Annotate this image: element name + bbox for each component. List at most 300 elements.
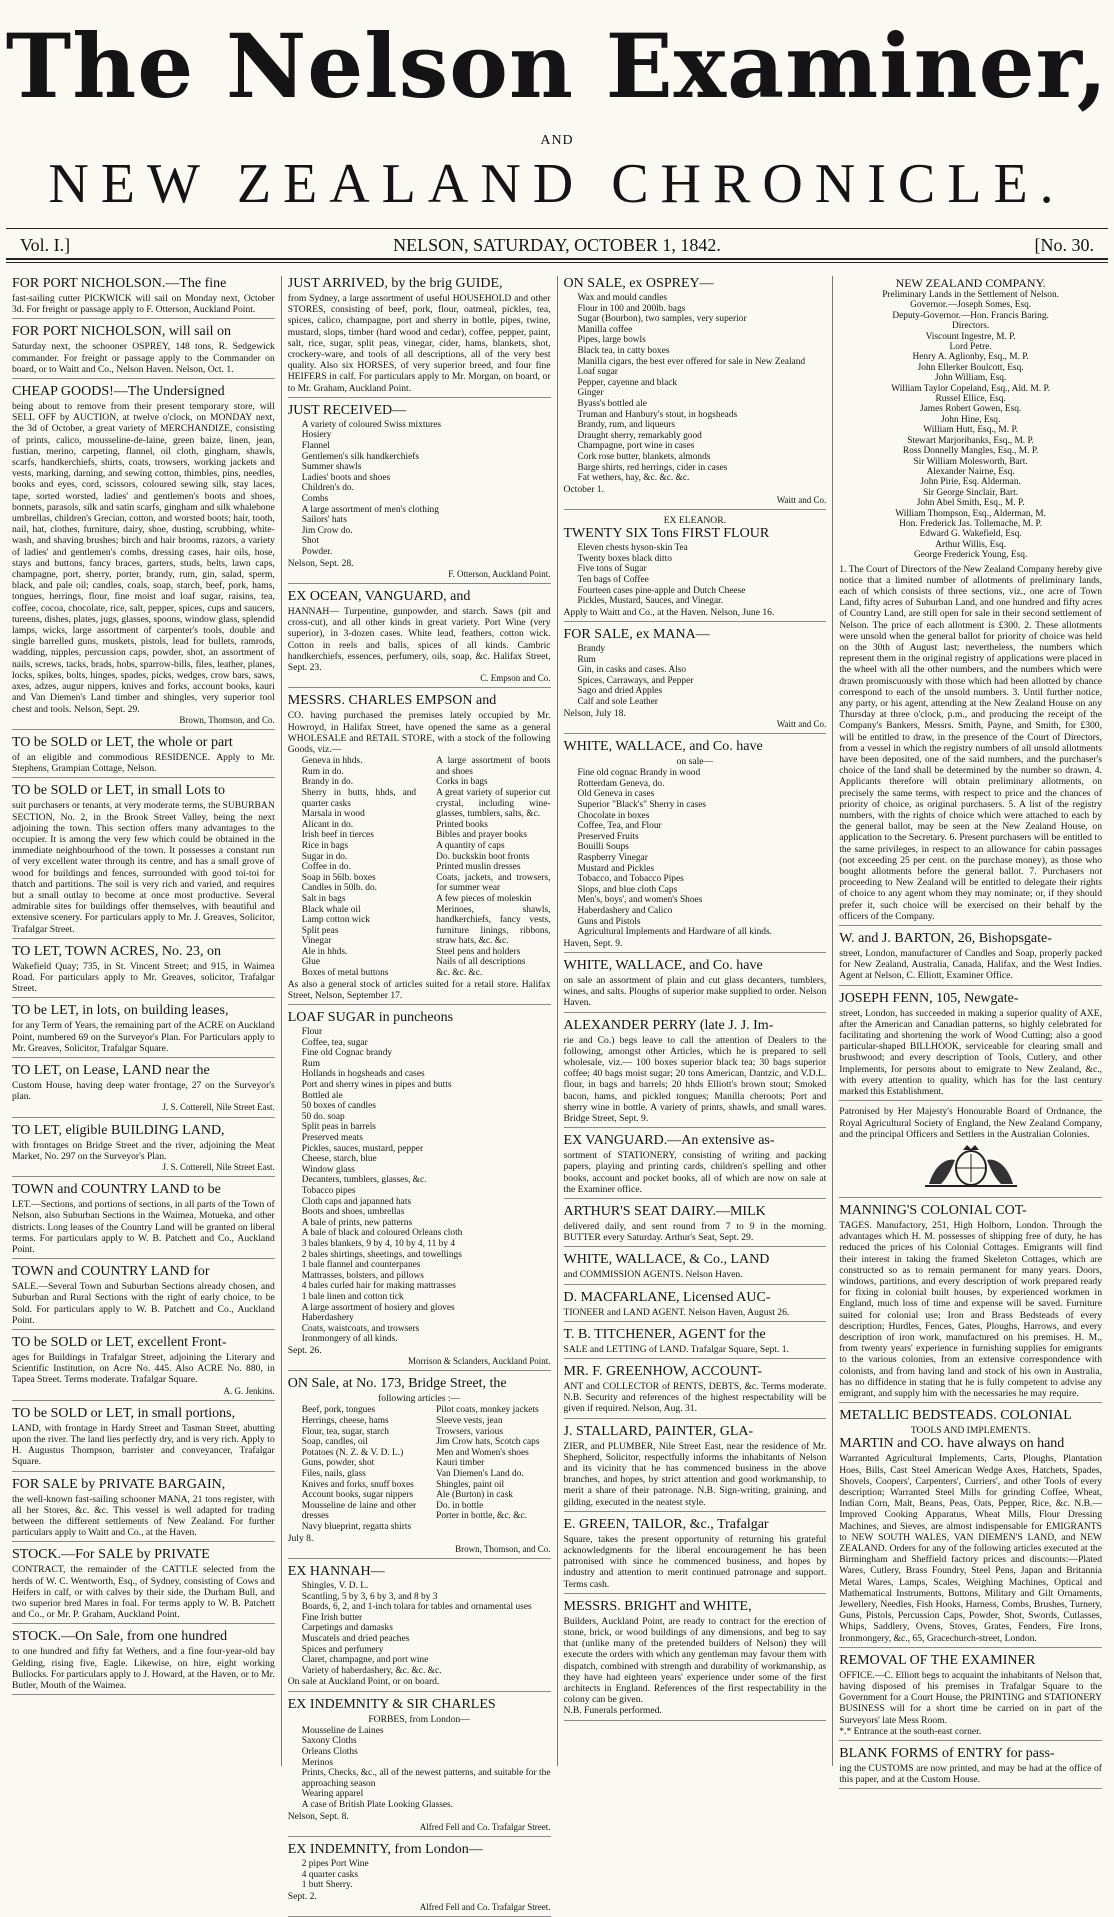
advertisement [12,1335,275,1401]
list-item: Do. buckskin boot fronts [436,851,530,862]
list-item: Port and sherry wines in pipes and butts [301,1080,452,1091]
ad-subheading: FORBES, from London— [368,1713,470,1725]
item-list [302,1726,551,1811]
advertisement-bedsteads [839,1408,1102,1648]
ad-heading: STOCK.—For SALE by PRIVATE [12,1547,210,1563]
ad-heading: REMOVAL OF THE EXAMINER [839,1652,1036,1668]
list-item: Coffee in do. [301,862,351,873]
list-item: A quantity of caps [436,840,505,851]
director-name: William Taylor Copeland, Esq., Ald. M. P. [891,383,1050,394]
list-item: Saxony Cloths [301,1736,357,1747]
list-item: Flour [301,1027,323,1038]
list-item: Kauri timber [436,1458,485,1469]
list-item: Superior "Black's" Sherry in cases [577,800,707,811]
list-item: Printed books [436,819,488,830]
ad-body: ages for Buildings in Trafalgar Street, adjoining the Literary and Scientific Institution, on Acre No. 445. Also ACRE No. 880, in Tapea Street. Terms moderate. Trafalgar Square. [12,1352,275,1386]
list-item: Children's do. [301,483,354,494]
list-item: Files, nails, glass [301,1469,366,1480]
ad-heading: METALLIC BEDSTEADS. COLONIAL [839,1408,1072,1424]
ad-subheading: on sale— [676,756,714,768]
list-item: 50 boxes of candles [301,1101,376,1112]
list-item: Ladies' boots and shoes [301,472,391,483]
masthead-rule-thin [6,262,1108,263]
list-item: Raspberry Vinegar [577,852,648,863]
list-item: Mattrasses, bolsters, and pillows [301,1270,424,1281]
list-item: Trowsers, various [436,1426,503,1437]
masthead-rule-top [6,228,1108,229]
director-name: Arthur Willis, Esq. [935,539,1007,550]
list-item: Preserved meats [301,1133,363,1143]
list-item: Chocolate in boxes [577,810,650,821]
list-item: Guns, powder, shot [301,1458,375,1469]
ad-heading: MESSRS. BRIGHT and WHITE, [563,1598,752,1614]
ad-body: suit purchasers or tenants, at very moderate terms, the SUBURBAN SECTION, No. 2, in the Brook Street Valley, being the next adjoining the town. This section offers many advantages to the occupier. It is among the very few which could be obtained in the immediate neighbourhood of the town. It possesses a constant run of very excellent water through its centre, and has a small grove of wood for buildings and fences, surrounded with good toi-toi for thatch and partitions. The soil is very rich and varied, and requires but a small outlay to become at once most productive. Several admirable sites for buildings offer themselves, with beautiful and extensive scenery. For particulars apply to Mr. J. Greaves, Solicitor, Trafalgar Street. [12,800,275,935]
director-name: John William, Esq. [934,373,1007,384]
list-item: Fat wethers, hay, &c. &c. &c. [577,473,690,484]
ad-heading: FOR SALE, ex MANA— [563,627,710,643]
royal-crest-icon [911,1144,1031,1190]
list-item: Ironmongery of all kinds. [301,1334,398,1345]
list-item: Account books, sugar nippers [301,1490,414,1501]
list-item: A bale of black and coloured Orleans cloth [301,1228,463,1239]
two-column-list [288,1404,551,1532]
ad-body: Wakefield Quay; 735, in St. Vincent Street; and 915, in Waimea Road. For particulars apply to Mr. Greaves, solicitor, Trafalgar Street. [12,960,275,995]
ad-signature: Morrison & Sclanders, Auckland Point. [408,1356,551,1367]
item-list [578,768,827,938]
ad-heading: ARTHUR'S SEAT DAIRY.—MILK [563,1203,766,1219]
advertisement [12,735,275,778]
list-item: Ginger [577,388,604,399]
column-3 [557,276,833,1766]
list-item: Scantling, 5 by 3, 6 by 3, and 8 by 3 [301,1591,438,1602]
list-item: Herrings, cheese, hams [301,1416,389,1427]
director-name: Stewart Marjoribanks, Esq., M. P. [907,435,1035,446]
list-item: 2 bales shirtings, sheetings, and towellings [301,1249,462,1260]
list-item: Jim Crow do. [301,525,353,536]
list-item: Brandy, rum, and liqueurs [577,420,676,431]
list-item: Calf and sole Leather [577,697,658,708]
list-item: Potatoes (N. Z. & V. D. L.) [301,1447,404,1458]
masthead [0,0,1114,276]
list-item: Gin, in casks and cases. Also [577,665,687,676]
director-name: Viscount Ingestre, M. P. [925,331,1016,342]
ad-body: being about to remove from their present temporary store, will SELL OFF by AUCTION, at twelve o'clock, on MONDAY next, the 3d of October, a great variety of MERCHANDIZE, consisting of prints, calico, mousseline-de-laine, green baize, linen, jean, fustian, merino, carpeting, flannel, oil cloth, gingham, shawls, scarfs, handkerchiefs, shirts, coats, trowsers, working jackets and vests, marking, darning, and sewing cotton, thimbles, pins, needles, books and eyes, cord, scissors, coloured sewing silk, stay laces, tape, sorted worsted, ladies' and gentlemen's boots and shoes, bonnets, parasols, silk and satin scarfs, gingham and silk whalebone umbrellas, children's Grecian, cotton, and worsted boots; hair, tooth, nail, hat, clothes, furniture, dairy, shoe, dusting, scrubbing, white-wash, and shaving brushes; birch and hair brooms, razors, a variety of ladies' and gentlemen's combs, dressing cases, hair oils, hose, stays and buttons, fancy braces, garters, studs, belts, lawn caps, champagne, port, sherry, porter, brandy, rum, gin, salad, sperm, black, and pale oil; candles, coals, soap, starch, beef, pork, hams, tongues, herrings, flour, fine moist and loaf sugar, raisins, tea, coffee, cocoa, chocolate, rice, salt, pepper, spices, cups and saucers, tureens, dishes, plates, jugs, glasses, spoons, window glass, splendid lamps, wicks, large assortment of carpenter's tools, double and single barrelled guns, muskets, pistols, lead for bullets, ramrods, wadding, nipples, percussion caps, powder, shot, an assortment of nails, screws, tacks, brads, hobs, sparrow-bills, files, leather, planes, locks, spikes, bolts, hinges, spades, picks, wedges, crow bars, saws, axes, adzes, augur nippers, knives and forks, account books, kauri and Van Diemen's Land timber and shingles, very superior tool chest and tools. Nelson, Sept. 29. [12,401,275,715]
list-item: Byass's bottled ale [577,398,647,409]
list-item: Shingles, V. D. L. [301,1581,369,1592]
ad-signature: Brown, Thomson, and Co. [179,714,275,725]
ad-heading: FOR PORT NICHOLSON.—The fine [12,276,227,291]
advertisement [564,1599,827,1721]
ad-heading: JOSEPH FENN, 105, Newgate- [839,990,1019,1006]
list-item: Slops, and blue cloth Caps [577,884,678,895]
ad-body: Saturday next, the schooner OSPREY, 148 tons, R. Sedgewick commander. For freight or passage apply to the Commander on board, or to Waitt and Co., Nelson Haven. Nelson, Oct. 1. [12,341,275,375]
ad-heading: D. MACFARLANE, Licensed AUC- [563,1289,771,1305]
list-item: A few pieces of moleskin [436,893,532,904]
list-item: Pipes, large bowls [577,335,646,346]
list-item: A large assortment of boots and shoes [436,756,551,777]
ad-date: Nelson, Sept. 8. [287,1810,349,1822]
advertisement [564,1252,827,1284]
advertisement [839,1746,1102,1789]
ad-date: Nelson, Sept. 28. [287,557,354,569]
ad-body: Warranted Agricultural Implements, Carts, Ploughs, Plantation Hoes, Bills, Cast Steel American Wedge Axes, Hatchets, Spades, Shovels, Coopers', Carpenters', Curriers', and other Tools of every description; Warranted Steel Mills for grinding Coffee, Wheat, Indian Corn, Malt, Beans, Peas, Oats, Pepper, Rice, &c. N.B.—Improved Cooking Apparatus, Wheat Mills, Flour Dressing Machines, and Sieves, are almost indispensable for EMIGRANTS to NEW SOUTH WALES, VAN DIEMEN'S LAND, and NEW ZEALAND. Orders for any of the following articles executed at the Birmingham and Sheffield factory prices and discounts:—Plated Wares, Cutlery, Brass Foundry, Steel Pens, Japan and Britannia Metal Wares, Lamps, Scales, Weighing Machines, Optical and Mathematical Instruments, Buttons, Military and Gilt Ornaments, Jewellery, Needles, Fish Hooks, Harness, Combs, Brushes, Turnery, Guns, Pistols, Percussion Caps, Powder, Shot, Swords, Cutlasses, Whips, Saddlery, Ovens, Stoves, Grates, Fenders, Fire Irons, Ironmongery, &c., 65, Gracechurch-street, London. [839,1453,1102,1644]
ad-date: Sept. 2. [287,1890,317,1902]
list-item: Jim Crow hats, Scotch caps [436,1437,540,1448]
ad-body: ing the CUSTOMS are now printed, and may be had at the office of this paper, and at the Custom House. [839,1763,1102,1786]
list-item: Wax and mould candles [577,293,668,303]
ad-heading: WHITE, WALLACE, & Co., LAND [563,1252,770,1268]
ad-body: LET.—Sections, and portions of sections, in all parts of the Town of Nelson, also Suburban Sections in the Waimea, Motueka, and other districts. Long leases of the Country Land will be granted on liberal terms. For particulars apply to W. B. Patchett and Co., Auckland Point. [12,1199,275,1255]
title-and: AND [540,133,574,148]
ad-heading: TO LET, TOWN ACRES, No. 23, on [12,943,221,959]
list-item: Pickles, Mustard, Sauces, and Vinegar. [577,596,724,607]
list-item: Cork rose butter, blankets, almonds [577,451,711,462]
advertisement [839,1203,1102,1403]
list-item: Flannel [301,441,330,452]
list-item: Old Geneva in cases [577,789,655,800]
director-name: Sir George Sinclair, Bart. [923,487,1019,498]
list-item: Manilla cigars, the best ever offered for sale in New Zealand [577,356,806,367]
ad-subheading: following articles :— [378,1393,461,1405]
list-item: A bale of prints, new patterns [301,1217,413,1228]
advertisement [288,1842,551,1917]
issue-date: NELSON, SATURDAY, OCTOBER 1, 1842. [393,235,721,255]
list-item: Brandy in do. [301,777,354,788]
list-item: Rum [577,654,596,665]
ad-footer: On sale at Auckland Point, or on board. [287,1676,440,1688]
list-item: Sailors' hats [301,515,347,526]
director-name: James Robert Gowen, Esq. [919,404,1022,415]
ad-heading: MANNING'S COLONIAL COT- [839,1202,1027,1218]
advertisement [12,1264,275,1330]
list-item: Pepper, cayenne and black [577,377,678,388]
ad-heading: FOR PORT NICHOLSON, will sail on [12,324,232,340]
list-item: Fine Irish butter [301,1612,363,1623]
ad-body: ZIER, and PLUMBER, Nile Street East, near the residence of Mr. Shepherd, Solicitor, respectfully informs the inhabitants of Nelson and its vicinity that he has commenced business in the above branches, and hopes, by strict attention and good workmanship, to merit a share of their patronage. N.B. Sign-writing, graining, and gilding, executed in the neatest style. [563,1440,827,1508]
list-item: Rice in bags [301,840,349,851]
ad-heading: TO be SOLD or LET, in small Lots to [12,783,225,799]
list-item: Knives and forks, snuff boxes [301,1479,414,1490]
list-item: Sugar (Bourbon), two samples, very superior [577,314,747,325]
ad-heading: NEW ZEALAND COMPANY. [895,276,1046,290]
ad-body: on sale an assortment of plain and cut glass decanters, tumblers, wines, and salts. Ploughs of superior make supplied to order. Nelson Haven. [563,974,827,1009]
ad-body: TAGES. Manufactory, 251, High Holborn, London. Through the advantages which H. M. possesses of shipping free of duty, he has reduced the prices of his Colonial Cottages. Emigrants will find their interest in taking the framed Skeleton Cottages, which are constructed so as to remain permanent for many years. Doors, windows, partitions, and every description of work prepared ready for fixing in colonial built houses, by experienced workmen in England, much loss of time and expense will be saved. Furniture suited for colonial use; Iron and Brass Bedsteads of every description; Hurdles, Fences, Gates, Ploughs, Harrows, and every description of iron work, manufactured on his premises. H. M., from twenty years' experience in furnishing supplies for emigrants to the various colonies, from an extensive correspondence with colonists, and from having land and stock of his own in Australia, has no diffidence in stating that he is fully competent to advise any emigrant, and supply him with the necessaries he may require. [839,1219,1102,1399]
list-item: Wearing apparel [301,1789,364,1800]
ad-heading: TO be SOLD or LET, excellent Front- [12,1335,227,1351]
list-item: A large assortment of men's clothing [301,504,439,515]
director-name: John Ellerker Boulcott, Esq. [917,362,1024,373]
two-column-list [288,755,551,978]
ad-date: Haven, Sept. 9. [563,937,623,949]
list-item: Claret, champagne, and port wine [301,1655,429,1666]
list-item: Powder. [301,546,333,557]
item-list [578,543,827,607]
director-name: John Pirie, Esq. Alderman. [920,477,1021,488]
director-name: Russel Ellice, Esq. [935,394,1006,405]
list-item: Flour, tea, sugar, starch [301,1426,389,1437]
ad-date: Sept. 26. [287,1344,322,1356]
list-item: Do. in bottle [436,1500,484,1511]
list-item: Glue [301,957,320,968]
columns [6,276,1108,1912]
ad-heading: WHITE, WALLACE, and Co. have [563,957,763,973]
ad-body: to one hundred and fifty fat Wethers, and a fine four-year-old bay Gelding, rising five, Eagle. Likewise, on hire, eight working Bullocks. For particulars apply to J. Howard, at the Haven, or to Mr. Butler, Mouth of the Waimea. [12,1646,275,1692]
list-item: Hosiery [301,430,332,441]
ad-heading: EX INDEMNITY, from London— [287,1841,483,1857]
ad-heading: CHEAP GOODS!—The Undersigned [12,384,225,400]
list-item: Rum [301,1058,320,1069]
list-item: Lamp cotton wick [301,915,370,926]
director-name: William Hutt, Esq., M. P. [923,425,1018,436]
list-item: Boxes of metal buttons [301,968,389,979]
advertisement [12,783,275,938]
list-item: Men and Women's shoes [436,1447,529,1458]
list-item: Sago and dried Apples [577,686,663,697]
list-item: Merinoes, shawls, handkerchiefs, fancy vests, furniture linings, ribbons, straw hats, &c. &c. [436,904,551,947]
advertisement [12,276,275,319]
ad-body: street, London, manufacturer of Candles and Soap, properly packed for New Zealand, Australia, Canada, Halifax, and the West Indies. Agent at Nelson, C. Elliott, Examiner Office. [839,948,1102,982]
ad-heading: EX INDEMNITY & SIR CHARLES [287,1696,496,1712]
list-item: Spices, Carraways, and Pepper [577,675,694,686]
ad-heading: E. GREEN, TAILOR, &c., Trafalgar [563,1516,769,1532]
ad-body: SALE and LETTING of LAND. Trafalgar Square, Sept. 1. [563,1343,789,1355]
list-item: Guns and Pistols [577,916,641,927]
advertisement-nz-company [839,276,1102,926]
list-item: Cheese, starch, blue [301,1154,377,1165]
list-item: Barge shirts, red herrings, cider in cases [577,462,728,473]
director-name: Sir William Molesworth, Bart. [913,456,1028,467]
ad-body: TIONEER and LAND AGENT. Nelson Haven, August 26. [563,1306,790,1318]
list-item: Window glass [301,1164,355,1175]
list-item: Eleven chests hyson-skin Tea [577,543,688,554]
ad-heading: TWENTY SIX Tons FIRST FLOUR [563,526,770,542]
ad-heading: TO be SOLD or LET, in small portions, [12,1405,236,1421]
ad-heading: FOR SALE by PRIVATE BARGAIN, [12,1476,226,1492]
ad-signature: C. Empson and Co. [480,673,551,684]
advertisement [564,276,827,510]
advertisement [12,1123,275,1178]
governor-line: Governor.—Joseph Somes, Esq. [910,300,1032,311]
list-item: Ale in hhds. [301,946,348,957]
column-4 [832,276,1108,1786]
advertisement [12,1182,275,1259]
ad-footer: *.* Entrance at the south-east corner. [839,1725,982,1737]
list-item: Decanters, tumblers, glasses, &c. [301,1175,427,1186]
ad-footer: Apply to Waitt and Co., at the Haven. Nelson, June 16. [563,606,775,618]
list-item: Porter in bottle, &c. &c. [436,1511,527,1522]
list-item: Rotterdam Geneva, do. [577,778,665,789]
advertisement [288,403,551,584]
advertisement [12,1477,275,1543]
list-item: A large assortment of hosiery and gloves [301,1302,455,1313]
list-item: Mustard and Pickles [577,863,655,874]
list-item: 4 bales curled hair for making mattrasses [301,1281,456,1292]
advertisement [564,1517,827,1594]
column-1 [6,276,281,1766]
list-item: Spices and perfumery [301,1644,384,1655]
list-item: Orleans Cloths [301,1746,358,1757]
list-item: Steel pens and holders [436,946,521,957]
ad-footer: As also a general stock of articles suited for a retail store. Halifax Street, Nelson, September 17. [287,978,551,1001]
ad-heading: MR. F. GREENHOW, ACCOUNT- [563,1364,763,1379]
list-item: 1 butt Sherry. [301,1880,353,1891]
directors-label: Directors. [952,321,990,332]
ad-heading: WHITE, WALLACE, and Co. have [563,739,763,755]
ad-body: with frontages on Bridge Street and the river, adjoining the Meat Market, No. 297 on the Surveyor's Plan. [12,1139,275,1162]
ad-body: of an eligible and commodious RESIDENCE. Apply to Mr. Stephens, Grampian Cottage, Nelson. [12,751,275,775]
list-item: Bouilli Soups [577,842,629,853]
ad-heading: TOWN and COUNTRY LAND to be [12,1182,221,1198]
list-item: Black whale oil [301,904,361,915]
ad-signature: Alfred Fell and Co. Trafalgar Street. [419,1901,551,1912]
list-item: Tobacco, and Tobacco Pipes [577,874,684,885]
list-item: Coffee, tea, sugar [301,1037,368,1048]
list-item: Sherry in butts, hhds, and quarter casks [301,787,417,809]
ad-body: SALE.—Several Town and Suburban Sections already chosen, and Suburban and Rural Sections with the right of early choice, to be Sold. For particulars apply to W. B. Patchett and Co., Auckland Point. [12,1281,275,1326]
item-list-left [302,756,416,978]
advertisement [564,1424,827,1512]
list-item: Haberdashery [301,1313,354,1324]
ad-body: CO. having purchased the premises lately occupied by Mr. Howroyd, in Halifax Street, have opened the same as a general WHOLESALE and RETAIL STORE, with a stock of the following Goods, viz.— [287,710,551,755]
ad-subheading: TOOLS AND IMPLEMENTS. [910,1425,1031,1437]
list-item: A great variety of superior cut crystal, including wine-glasses, tumblers, salts, &c. [436,787,551,820]
advertisement [12,324,275,379]
list-item: Combs [301,493,329,504]
patronage-text: Patronised by Her Majesty's Honourable Board of Ordnance, the Royal Agricultural Society of England, the New Zealand Company, and the principal Officers and Settlers in the Australian Colonies. [839,1106,1102,1140]
advertisement [564,1327,827,1359]
ad-signature: Alfred Fell and Co. Trafalgar Street. [419,1821,551,1832]
item-list [302,1859,551,1891]
director-name: Ross Donnelly Mangles, Esq., M. P. [902,446,1039,457]
director-name: Henry A. Aglionby, Esq., M. P. [912,352,1029,363]
advertisement [12,1063,275,1118]
list-item: Boots and shoes, umbrellas [301,1207,405,1218]
advertisement [12,1629,275,1695]
ad-heading: ON SALE, ex OSPREY— [563,276,714,291]
list-item: Muscatels and dried peaches [301,1633,410,1644]
advertisement [12,384,275,730]
list-item: Candles in 50lb. do. [301,883,378,894]
list-item: Manilla coffee [577,324,633,335]
advertisement [564,1290,827,1322]
list-item: Split peas [301,925,339,936]
list-item: Pickles, sauces, mustard, pepper [301,1143,424,1154]
list-item: Shingles, paint oil [436,1479,505,1490]
ad-heading: LOAF SUGAR in puncheons [287,1010,454,1026]
list-item: Hollands in hogsheads and cases [301,1069,425,1080]
list-item: Fine old Cognac brandy [301,1048,393,1059]
advertisement [288,1564,551,1692]
director-name: John Abel Smith, Esq., M. P. [916,498,1025,509]
item-list [302,1581,551,1676]
list-item: A variety of coloured Swiss mixtures [301,419,442,430]
list-item: Shot [301,536,319,547]
advertisement [564,627,827,734]
item-list [578,293,827,484]
ad-signature: Waitt and Co. [776,718,827,729]
ad-body: LAND, with frontage in Hardy Street and Tasman Street, abutting upon the river. The land lies perfectly dry, and is very rich. Apply to H. Augustus Thompson, barrister and conveyancer, Trafalgar Square. [12,1422,275,1468]
list-item: Soap, candles, oil [301,1437,368,1448]
list-item: Twenty boxes black ditto [577,553,672,564]
ad-heading: EX OCEAN, VANGUARD, and [287,588,471,604]
list-item: Ten bags of Coffee [577,575,649,586]
list-item: Sleeve vests, jean [436,1416,503,1427]
list-item: Beef, pork, tongues [301,1405,376,1416]
director-name: Hon. Frederick Jas. Tollemache, M. P. [899,518,1043,529]
list-item: Split peas in barrels [301,1122,376,1133]
advertisement-patronage [839,1106,1102,1198]
advertisement [12,944,275,999]
list-item: Black tea, in catty boxes [577,345,670,356]
masthead-rule-bottom [6,258,1108,260]
ad-subheading: Preliminary Lands in the Settlement of Nelson. [882,290,1060,300]
list-item: Draught sherry, remarkably good [577,430,702,441]
ad-body: and COMMISSION AGENTS. Nelson Haven. [563,1269,743,1281]
director-name: John Hine, Esq. [940,414,1001,425]
ad-heading: ON Sale, at No. 173, Bridge Street, the [287,1376,507,1392]
ad-heading: JUST RECEIVED— [287,402,407,418]
issue-number: [No. 30. [1034,235,1094,255]
ad-kicker: EX ELEANOR. [663,515,727,527]
ad-body: delivered daily, and sent round from 7 to 9 in the morning. BUTTER every Saturday. Arthur's Seat, Sept. 29. [563,1220,827,1244]
advertisement [839,1653,1102,1741]
ad-heading: MESSRS. CHARLES EMPSON and [287,693,497,709]
ad-body: Builders, Auckland Point, are ready to contract for the erection of stone, brick, or wood buildings of any dimensions, and beg to say that (unlike many of the pretended builders of Nelson) they will execute the orders with which any gentleman may favour them with dispatch, combined with strength and durability of workmanship, as they have had eighteen years' experience under some of the first architects in England. References of the first respectability in the colony can be given. [563,1615,827,1706]
advertisement [12,1406,275,1472]
list-item: Fourteen cases pine-apple and Dutch Cheese [577,585,746,596]
ad-heading: JUST ARRIVED, by the brig GUIDE, [287,276,503,291]
list-item: Coats, waistcoats, and trowsers [301,1323,420,1334]
ad-heading: TO LET, eligible BUILDING LAND, [12,1122,225,1138]
ad-heading: STOCK.—On Sale, from one hundred [12,1629,228,1645]
column-2 [281,276,557,1912]
item-list-left [302,1405,416,1532]
advertisement [839,991,1102,1102]
list-item: Irish beef in tierces [301,830,374,841]
list-item: Bibles and prayer books [436,830,527,841]
ad-footer: N.B. Funerals performed. [563,1705,662,1717]
list-item: Marsala in wood [301,809,365,820]
list-item: Cloth caps and japanned hats [301,1196,412,1207]
ad-body: for any Term of Years, the remaining part of the ACRE on Auckland Point, numbered 69 on the Surveyor's Plan. For Particulars apply to Mr. Greaves, Solicitor, Trafalgar Square. [12,1020,275,1054]
advertisement [288,693,551,1005]
ad-body: fast-sailing cutter PICKWICK will sail on Monday next, October 3d. For freight or passage apply to F. Otterson, Auckland Point. [12,293,275,316]
list-item: Preserved Fruits [577,831,639,842]
ad-heading: T. B. TITCHENER, AGENT for the [563,1326,766,1342]
list-item: Salt in bags [301,893,346,904]
list-item: Rum in do. [301,766,344,777]
ad-body: ANT and COLLECTOR of RENTS, DEBTS, &c. Terms moderate. N.B. Security and references of the highest respectability will be given if required. Nelson, Aug. 31. [563,1381,827,1415]
ad-heading: W. and J. BARTON, 26, Bishopsgate- [839,931,1052,947]
ad-body: CONTRACT, the remainder of the CATTLE selected from the herds of W. C. Wentworth, Esq., of Sydney, consisting of Cows and Heifers in calf, or with calves by their side, the Durham Bull, and two superior bred Mares in foal. For terms apply to W. B. Patchett and Co., or Mr. P. Graham, Auckland Point. [12,1564,275,1621]
list-item: Bottled ale [301,1090,343,1101]
ad-signature: A. G. Jenkins. [223,1385,275,1396]
list-item: Corks in bags [436,777,488,788]
advertisement [564,515,827,622]
ad-heading: TOWN and COUNTRY LAND for [12,1264,210,1280]
item-list-right [436,756,550,978]
list-item: Merinos [301,1757,333,1768]
volume-label: Vol. I.] [20,235,71,255]
list-item: Champagne, port wine in cases [577,441,695,452]
list-item: Mousseline de laine and other dresses [301,1500,417,1522]
list-item: Prints, Checks, &c., all of the newest patterns, and suitable for the approaching season [301,1768,551,1789]
ad-body: from Sydney, a large assortment of useful HOUSEHOLD and other STORES, consisting of beef, pork, flour, oatmeal, pickles, tea, spices, calico, champagne, port and sherry in bottle, pipes, twine, mustard, slops, timber (hard wood and cedar), coffee, pepper, paint, salt, rice, sugar, split peas, vinegar, cider, hams, blankets, shot, crockery-ware, and tools of all descriptions, all of the very best quality. Also six HORSES, of very superior breed, and four fine HEIFERS in calf. For particulars apply to Mr. Morgan, on board, or to Mr. Graham, Auckland Point. [287,293,551,394]
advertisement [288,589,551,688]
list-item: Sugar in do. [301,851,348,862]
ad-body: HANNAH— Turpentine, gunpowder, and starch. Saws (pit and cross-cut), and all other kinds in great variety. Port Wine (very superior), in 3-dozen cases. White lead, feathers, cotton wick. Cotton in reels and balls, spices of all kinds. Cambric handkerchiefs, essences, perfumery, oils, soap, &c. Halifax Street, Sept. 23. [287,605,551,673]
newspaper-subtitle: NEW ZEALAND CHRONICLE. [48,153,1066,215]
